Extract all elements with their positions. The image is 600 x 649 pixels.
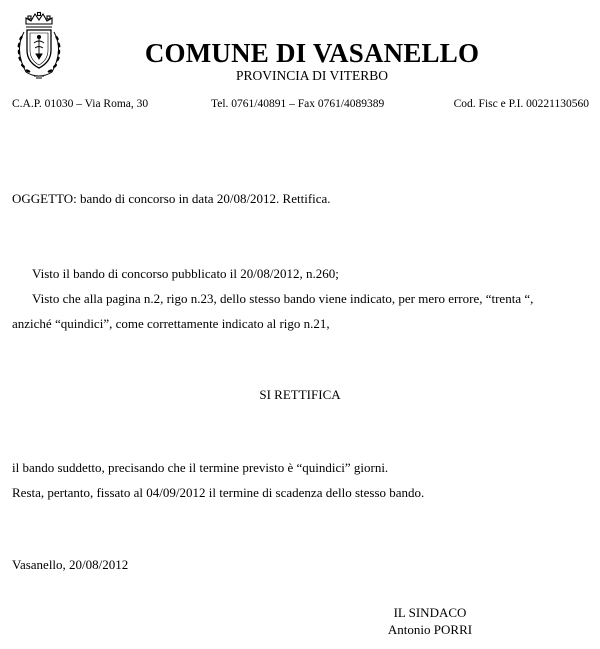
rettifica-heading: SI RETTIFICA (259, 387, 341, 402)
fiscal-code: Cod. Fisc e P.I. 00221130560 (453, 98, 589, 110)
phone-fax: Tel. 0761/40891 – Fax 0761/4089389 (211, 98, 385, 110)
conclusion-paragraph-1: il bando suddetto, precisando che il termine previsto è “quindici” giorni. (12, 460, 389, 475)
visto-paragraph-2-continued: anziché “quindici”, come correttamente indicato al rigo n.21, (12, 316, 330, 331)
province-name: PROVINCIA DI VITERBO (235, 68, 388, 83)
visto-paragraph-2: Visto che alla pagina n.2, rigo n.23, dello stesso bando viene indicato, per mero errore, “trenta “, (32, 291, 534, 306)
signer-name: Antonio PORRI (387, 622, 473, 637)
postal-address: C.A.P. 01030 – Via Roma, 30 (12, 98, 149, 110)
municipality-name: COMUNE DI VASANELLO (144, 38, 480, 68)
conclusion-paragraph-2: Resta, pertanto, fissato al 04/09/2012 il termine di scadenza dello stesso bando. (12, 485, 425, 500)
visto-paragraph-1: Visto il bando di concorso pubblicato il 20/08/2012, n.260; (32, 266, 339, 281)
place-and-date: Vasanello, 20/08/2012 (12, 557, 129, 572)
signer-role: IL SINDACO (393, 605, 467, 620)
subject-line: OGGETTO: bando di concorso in data 20/08/2012. Rettifica. (12, 191, 331, 206)
